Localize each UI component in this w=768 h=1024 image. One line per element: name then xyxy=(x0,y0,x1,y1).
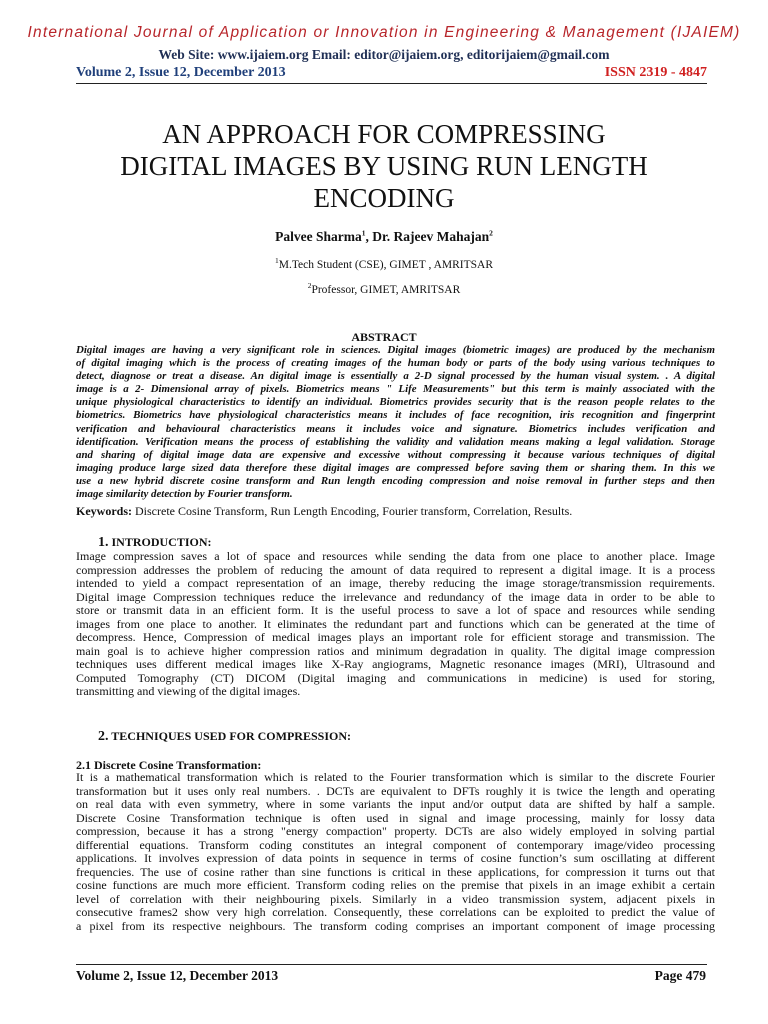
abstract-line: image similarity detection by Fourier transform. xyxy=(76,488,293,501)
abstract-body xyxy=(76,344,715,501)
body-line: a pixel from its respective neighbours. The transform coding comprises an important component of image processing xyxy=(76,919,715,934)
body-line: Discrete Cosine Transformation technique is often used in signal and image processing, mainly for lossy data xyxy=(76,810,715,825)
body-line: main goal is to achieve higher compression ratios and minimum degradation in quality. The digital image compression xyxy=(76,643,715,658)
paper-authors xyxy=(0,229,768,245)
abstract-line: and sharing of digital image data are expensive and excessive without compressing it because various techniques of digital xyxy=(76,448,715,461)
author-affil-mark: 2 xyxy=(489,228,493,238)
abstract-line: identification. Verification means the process of establishing the validity and validation means making a legal validation. Storage xyxy=(76,435,715,448)
abstract-line: unique physiological characteristics to identify an individual. Biometrics provides security that is the reason people relates to the xyxy=(76,396,715,409)
body-line: on real data with even symmetry, where in some variants the input and/or output data are shifted by half a sample. xyxy=(76,797,715,812)
header-divider xyxy=(76,83,707,84)
introduction-body xyxy=(76,550,715,699)
journal-title: International Journal of Application or Innovation in Engineering & Management (IJAIEM) xyxy=(27,24,741,41)
journal-website-email: Web Site: www.ijaiem.org Email: editor@ijaiem.org, editorijaiem@gmail.com xyxy=(158,47,610,62)
body-line: Digital image Compression techniques reduce the irrelevance and redundancy of the image data in order to be able to xyxy=(76,589,715,604)
abstract-line: use a new hybrid discrete cosine transform and Run length encoding compression and noise removal in further steps and then xyxy=(76,474,715,487)
body-line: level of correlation with their neighbouring pixels. Similarly in a video transmission system, adjacent pixels in xyxy=(76,891,715,906)
abstract-line: Digital images are having a very significant role in sciences. Digital images (biometric images) are produced by the mechanism xyxy=(76,344,715,356)
abstract-line: image is a 2- Dimensional array of pixels. Biometrics means " Life Measurements" but this term is mainly associated with the xyxy=(76,383,715,396)
keywords-text: Discrete Cosine Transform, Run Length Encoding, Fourier transform, Correlation, Results. xyxy=(132,504,573,518)
keywords-label: Keywords: xyxy=(76,504,132,518)
body-line: compression, because it has a strong "energy compaction" property. DCTs are also widely employed in solving partial xyxy=(76,824,715,839)
body-line: Image compression saves a lot of space and resources while sending the data from one place to another place. Image xyxy=(76,549,715,563)
body-line: transmitting and viewing of the digital images. xyxy=(76,684,301,699)
body-line: frequencies. The use of cosine rather than sine functions is critical in these applications, for compression it turns out that xyxy=(76,864,715,879)
section-number: 1. xyxy=(98,535,109,550)
abstract-heading: ABSTRACT xyxy=(351,330,417,344)
dct-body xyxy=(76,771,715,934)
section-heading-techniques xyxy=(98,729,351,745)
paper-title-line: DIGITAL IMAGES BY USING RUN LENGTH xyxy=(120,151,648,181)
affiliation-2 xyxy=(0,281,768,296)
affil-mark: 1 xyxy=(274,256,279,266)
footer-divider xyxy=(76,964,707,965)
section-title: TECHNIQUES USED FOR COMPRESSION: xyxy=(108,729,351,743)
body-line: store or transmit data in an efficient form. It is the useful process to save a lot of space and resources while sending xyxy=(76,603,715,618)
body-line: It is a mathematical transformation which is related to the Fourier transformation which is similar to the discrete Fourier xyxy=(76,770,715,784)
abstract-line: of digital imaging which is the process of creating images of the human body or parts of the body using various techniques to xyxy=(76,357,715,370)
keywords xyxy=(76,504,715,518)
affil-mark: 2 xyxy=(307,281,312,291)
affiliation-1 xyxy=(0,256,768,271)
section-number: 2. xyxy=(98,729,109,744)
body-line: Computed Tomography (CT) DICOM (Digital imaging and communications in medicine) is used for storing, xyxy=(76,670,715,685)
header-volume: Volume 2, Issue 12, December 2013 xyxy=(76,65,286,80)
abstract-line: imaging produce large sized data therefore these digital images are compressed before saving them or sharing them. In this we xyxy=(76,461,715,474)
author-affil-mark: 1 xyxy=(361,228,366,238)
paper-title xyxy=(0,118,768,214)
body-line: consecutive frames2 show very high correlation. Consequently, these correlations can be exploited to predict the value of xyxy=(76,905,715,920)
author-name: , Dr. Rajeev Mahajan xyxy=(365,229,490,244)
footer-volume: Volume 2, Issue 12, December 2013 xyxy=(76,968,279,983)
paper-title-line: AN APPROACH FOR COMPRESSING xyxy=(162,119,606,149)
section-title: INTRODUCTION: xyxy=(108,535,212,549)
body-line: differential equations. Transform coding constitutes an integral component of contemporary image/video processing xyxy=(76,837,715,852)
body-line: techniques uses different medical images like X-Ray angiograms, Magnetic resonance images (MRI), Ultrasound and xyxy=(76,657,715,672)
body-line: compression addresses the problem of reducing the amount of data required to represent a digital image. It is a process xyxy=(76,562,715,577)
author-name: Palvee Sharma xyxy=(275,229,362,244)
affil-text: M.Tech Student (CSE), GIMET , AMRITSAR xyxy=(278,259,494,271)
abstract-line: verification and behavioural characteristics means it includes voice and signature. Biometrics includes verification and xyxy=(76,422,715,435)
subsection-heading-dct: 2.1 Discrete Cosine Transformation: xyxy=(76,758,262,772)
affil-text: Professor, GIMET, AMRITSAR xyxy=(311,284,461,296)
body-line: applications. It involves expression of data points in sequence in terms of cosine function’s sum oscillating at different xyxy=(76,851,715,866)
abstract-line: biometrics. Biometrics have physiological characteristics means it includes of face recognition, iris recognition and fingerprint xyxy=(76,409,715,422)
body-line: intended to yield a compact representation of an image, thereby reducing the image storage/transmission requirements. xyxy=(76,576,715,591)
body-line: images from one place to another. It eliminates the redundant part and functions which can be generated at the time of xyxy=(76,616,715,631)
page-number: Page 479 xyxy=(654,968,706,983)
body-line: transformation but it uses only real numbers. . DCTs are equivalent to DFTs roughly it is twice the length and operating xyxy=(76,783,715,798)
body-line: cosine functions are much more efficient. Transform coding relies on the premise that pixels in an image exhibit a certain xyxy=(76,878,715,893)
header-issn: ISSN 2319 - 4847 xyxy=(604,65,707,80)
paper-title-line: ENCODING xyxy=(313,183,455,213)
body-line: decompress. Hence, Compression of medical images plays an important role for efficient storage and transmission. The xyxy=(76,630,715,645)
abstract-line: detect, diagnose or treat a disease. An digital image is essentially a 2-D signal processed by the human visual system. . A digital xyxy=(76,370,715,383)
